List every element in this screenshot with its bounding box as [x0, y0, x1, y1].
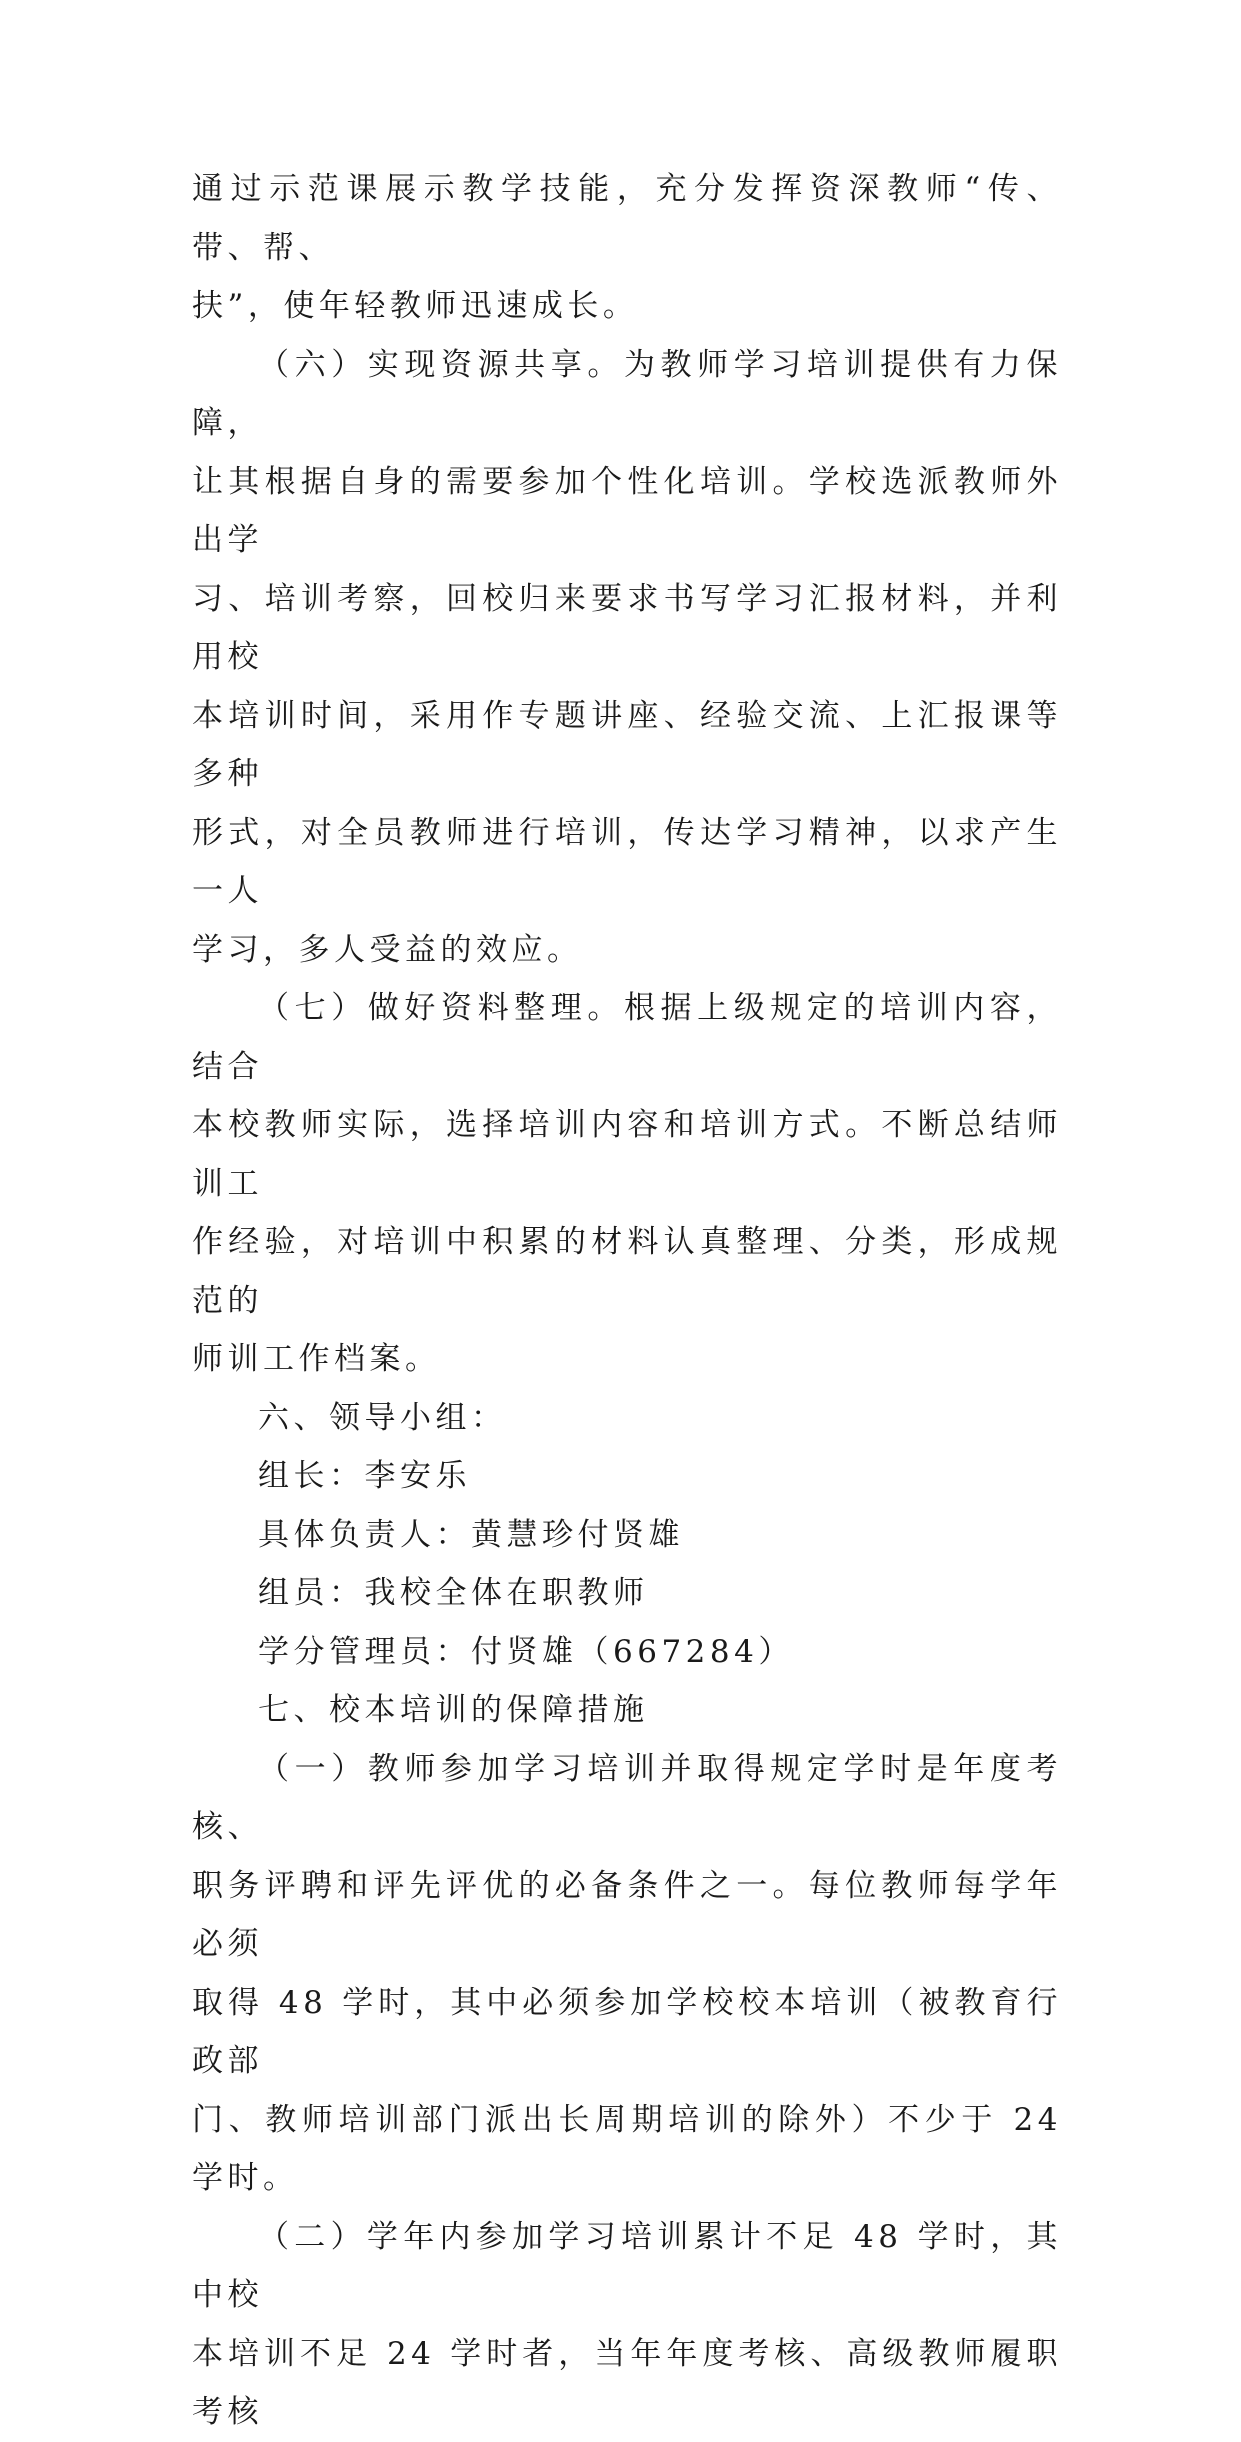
text-line: （二）学年内参加学习培训累计不足 48 学时，其中校: [192, 2218, 1062, 2313]
text-line: 六、领导小组：: [258, 1399, 507, 1436]
text-line: 作经验，对培训中积累的材料认真整理、分类，形成规范的: [192, 1224, 1062, 1319]
leader-entry: [192, 1447, 1062, 1506]
text-line: （一）教师参加学习培训并取得规定学时是年度考核、: [192, 1750, 1062, 1845]
paragraph-resource-sharing: [192, 336, 1062, 980]
text-line: 取得 48 学时，其中必须参加学校校本培训（被教育行政部: [192, 1984, 1062, 2079]
text-line: 本培训不足 24 学时者，当年年度考核、高级教师履职考核: [192, 2335, 1062, 2430]
text-line: 本培训时间，采用作专题讲座、经验交流、上汇报课等多种: [192, 697, 1062, 792]
document-body: [192, 160, 1062, 2442]
text-line: 本校教师实际，选择培训内容和培训方式。不断总结师训工: [192, 1107, 1062, 1202]
text-line: 扶”，使年轻教师迅速成长。: [192, 288, 639, 324]
text-line: 通过示范课展示教学技能，充分发挥资深教师“传、带、帮、: [192, 171, 1062, 266]
paragraph-mentoring-continued: [192, 160, 1062, 336]
text-line: 组长：李安乐: [258, 1458, 471, 1494]
text-line: 具体负责人：黄慧珍付贤雄: [258, 1516, 684, 1553]
paragraph-insufficient-hours: [192, 2208, 1062, 2442]
text-line: 习、培训考察，回校归来要求书写学习汇报材料，并利用校: [192, 580, 1062, 675]
text-line: 学习，多人受益的效应。: [192, 931, 583, 968]
text-line: 学分管理员：付贤雄（667284）: [258, 1633, 794, 1670]
members-entry: [192, 1564, 1062, 1623]
paragraph-training-hours-requirement: [192, 1740, 1062, 2208]
text-line: 职务评聘和评先评优的必备条件之一。每位教师每学年必须: [192, 1867, 1062, 1962]
text-line: 让其根据自身的需要参加个性化培训。学校选派教师外出学: [192, 463, 1062, 558]
text-line: （七）做好资料整理。根据上级规定的培训内容，结合: [192, 990, 1062, 1085]
text-line: （六）实现资源共享。为教师学习培训提供有力保障，: [192, 346, 1062, 441]
paragraph-archive-organization: [192, 979, 1062, 1389]
text-line: 门、教师培训部门派出长周期培训的除外）不少于 24 学时。: [192, 2101, 1062, 2196]
credit-administrator-entry: [192, 1623, 1062, 1682]
text-line: 七、校本培训的保障措施: [258, 1692, 649, 1728]
section-heading-safeguards: [192, 1681, 1062, 1740]
text-line: 组员：我校全体在职教师: [258, 1575, 649, 1611]
text-line: 形式，对全员教师进行培训，传达学习精神，以求产生一人: [192, 814, 1062, 909]
text-line: 师训工作档案。: [192, 1341, 441, 1377]
section-heading-leadership-group: [192, 1389, 1062, 1448]
responsible-person-entry: [192, 1506, 1062, 1565]
